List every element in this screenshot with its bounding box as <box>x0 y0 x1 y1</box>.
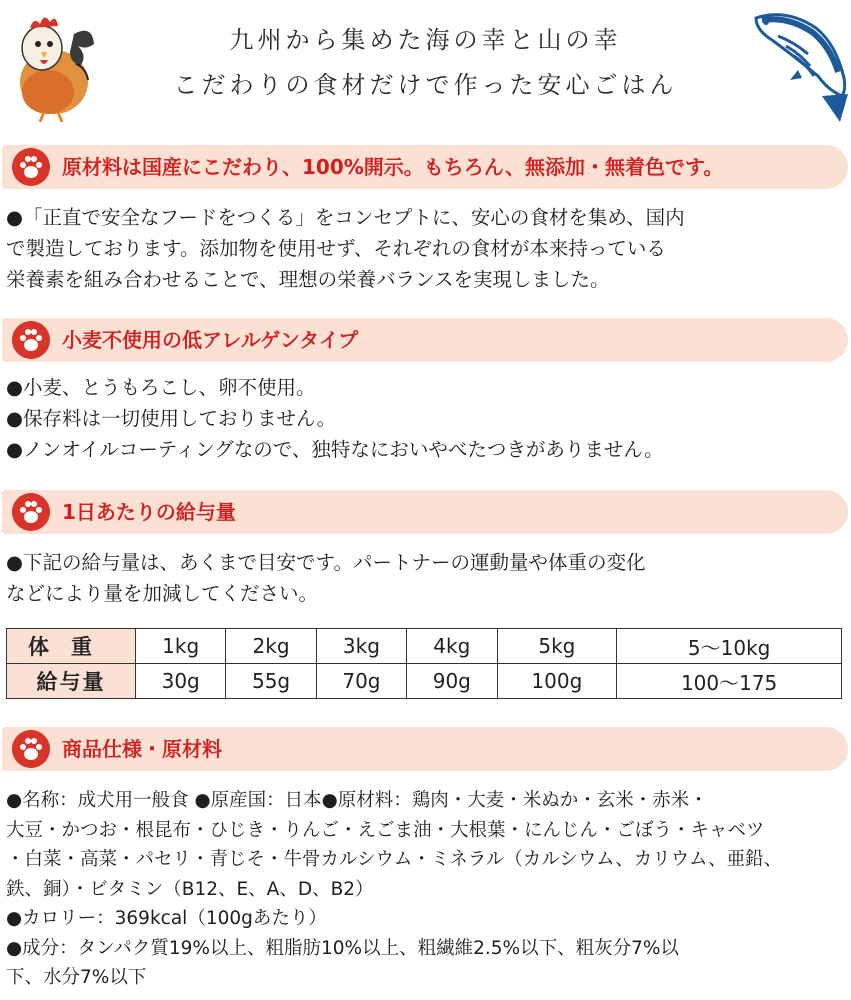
amount-cell: 55g <box>226 664 316 699</box>
section-title: 1日あたりの給与量 <box>62 500 236 524</box>
weight-cell: 5kg <box>497 629 617 664</box>
amount-header: 給与量 <box>7 664 136 699</box>
paw-icon <box>12 730 50 768</box>
text-line: ●成分：タンパク質19%以上、粗脂肪10%以上、粗繊維2.5%以下、粗灰分7%以 <box>6 937 679 959</box>
weight-header: 体重 <box>7 629 136 664</box>
text-line: ●保存料は一切使用しておりません。 <box>6 407 337 430</box>
text-line: ●下記の給与量は、あくまで目安です。パートナーの運動量や体重の変化 <box>6 551 646 574</box>
header-line-2: こだわりの食材だけで作った安心ごはん <box>173 71 678 99</box>
section-body-ingredients-policy <box>6 202 846 295</box>
section-header-ingredients-policy <box>2 145 848 189</box>
weight-cell: 1kg <box>136 629 226 664</box>
amount-cell: 100g <box>497 664 617 699</box>
weight-cell: 2kg <box>226 629 316 664</box>
amount-cell: 90g <box>407 664 497 699</box>
header-line-1: 九州から集めた海の幸と山の幸 <box>229 26 622 54</box>
text-line: 鉄、銅）・ビタミン（B12、E、A、D、B2） <box>6 878 374 900</box>
amount-cell: 70g <box>316 664 406 699</box>
amount-cell: 30g <box>136 664 226 699</box>
text-line: などにより量を加減してください。 <box>6 582 319 605</box>
weight-cell: 3kg <box>316 629 406 664</box>
section-title: 原材料は国産にこだわり、100%開示。もちろん、無添加・無着色です。 <box>62 155 724 179</box>
section-header-daily-feeding <box>2 490 848 534</box>
page-header <box>0 0 851 140</box>
text-line: 下、水分7%以下 <box>6 967 147 988</box>
paw-icon <box>12 148 50 186</box>
paw-icon <box>12 321 50 359</box>
amount-cell: 100〜175 <box>617 664 842 699</box>
paw-icon <box>12 493 50 531</box>
section-title: 商品仕様・原材料 <box>62 737 222 761</box>
feeding-table <box>6 628 842 699</box>
section-body-daily-feeding <box>6 547 846 609</box>
section-body-product-spec <box>6 786 846 993</box>
text-line: ●名称：成犬用一般食 ●原産国：日本●原材料：鶏肉・大麦・米ぬか・玄米・赤米・ <box>6 790 708 811</box>
text-line: 大豆・かつお・根昆布・ひじき・りんご・えごま油・大根葉・にんじん・ごぼう・キャベツ <box>6 819 765 841</box>
weight-cell: 4kg <box>407 629 497 664</box>
text-line: で製造しております。添加物を使用せず、それぞれの食材が本来持っている <box>6 237 666 260</box>
text-line: ●小麦、とうもろこし、卵不使用。 <box>6 376 316 399</box>
table-row-weight <box>7 629 842 664</box>
section-header-product-spec <box>2 727 848 771</box>
section-title: 小麦不使用の低アレルゲンタイプ <box>62 328 359 352</box>
text-line: 栄養素を組み合わせることで、理想の栄養バランスを実現しました。 <box>6 268 610 291</box>
weight-cell: 5〜10kg <box>617 629 842 664</box>
text-line: ●ノンオイルコーティングなので、独特なにおいやべたつきがありません。 <box>6 438 664 461</box>
section-header-low-allergen <box>2 318 848 362</box>
fish-illustration <box>748 0 851 124</box>
text-line: ・白菜・高菜・パセリ・青じそ・牛骨カルシウム・ミネラル（カルシウム、カリウム、亜鉛、 <box>6 849 783 870</box>
table-row-amount <box>7 664 842 699</box>
text-line: ●「正直で安全なフードをつくる」をコンセプトに、安心の食材を集め、国内 <box>6 206 685 229</box>
text-line: ●カロリー：369kcal（100gあたり） <box>6 908 327 929</box>
section-body-low-allergen <box>6 372 846 465</box>
